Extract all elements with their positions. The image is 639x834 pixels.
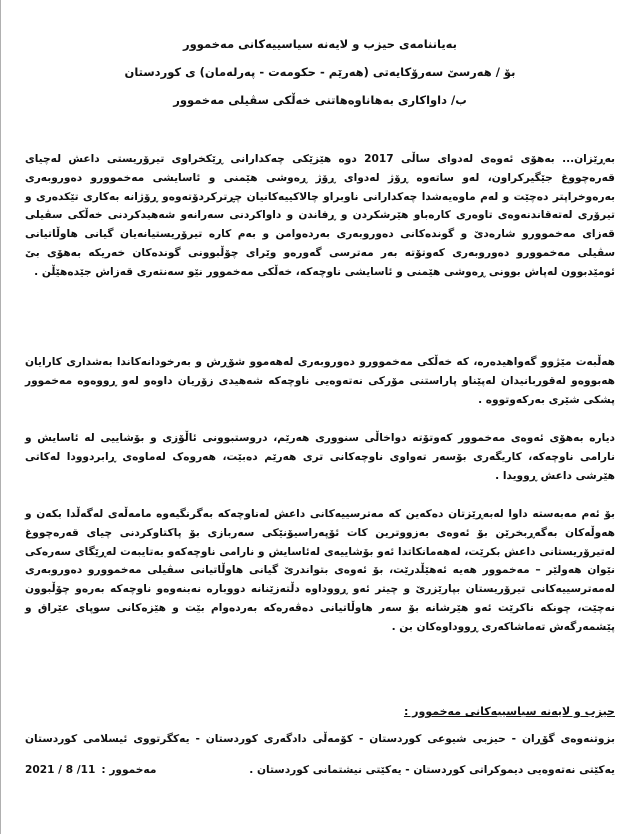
signatories-heading: حیزب و لایەنە سیاسییەکانی مەخموور :	[403, 705, 615, 718]
body-paragraph-1: بەڕێزان... بەهۆی ئەوەی لەدوای ساڵی 2017 دوە هێزێکی چەکدارانی ڕێکخراوی تیرۆریستی داعش لەچیای قەرەچووغ جێگیرکراون، لەو ساتەوە ڕۆژ لەدوای ڕۆژ ڕەوشی هێمنی و ئاسایشی مەخموورو دەوروبەری بەرەوخراپتر دەچێت و لەم ماوەیەشدا چەکدارانی ناوبراو چالاکییەکانیان چڕترکردۆتەوەو ڕۆژانە بەکاری تێکدەری و تیرۆری لەتەقاندنەوەی تاوەری کارەباو هێرشکردن و ڕفاندن و داواکردنی سەرانەو شەهیدکردنی خەڵکی سڤیلی قەزای مەخموورو شارەدێ و گوندەکانی دەوروبەری بەردەوامن و بەم کارە تیرۆریستیانەیان گیانی هاوڵاتیانی سڤیلی مەخموورو دەوروبەری کەوتۆتە بەر مەترسی گەورەو وێرای چۆڵبوونی گوندەکان خەریکە بەهۆی بێ ئومێدبوون لەپاش بوونی ڕەوشی هێمنی و ئاسایشی ناوچەکە، خەڵکی مەخموور نێو سەنتەری قەزاش جێدەهێڵن .	[25, 153, 615, 278]
subject-line: ب/ داواکاری بەهاناوەهاتنی خەڵکی سڤیلی مەخموور	[173, 93, 467, 107]
signatories-line-2: یەکێتی نەتەوەیی دیموکراتی کوردستان - یەکێتی نیشتمانی کوردستان .	[249, 764, 615, 776]
body-paragraph-2: هەڵبەت مێژوو گەواهیدەرە، کە خەڵکی مەخموورو دەوروبەری لەهەموو شۆڕش و بەرخودانەکاندا بەشداری کارایان هەبووەو لەقوربانیدان لەپێناو پاراستنی مۆرکی نەتەوەیی ناوچەکە شەهیدی زۆریان داوەو لەو ڕووەوە مەخموور پشکی شێری بەرکەوتووە .	[25, 356, 615, 406]
place-label: مەخموور :	[101, 764, 157, 776]
document-title: بەیاننامەی حیزب و لایەنە سیاسییەکانی مەخموور	[183, 37, 457, 51]
document-date: 2021 / 8 /11	[25, 764, 96, 776]
place-date	[25, 764, 156, 776]
signatories-line-2-row	[25, 764, 615, 776]
document-header	[25, 30, 615, 114]
body-paragraph-3: دیارە بەهۆی ئەوەی مەخموور کەوتۆتە دواخاڵی سنووری هەرێم، دروستبوونی ئاڵۆزی و بۆشاییی لە ئاسایش و نارامی ناوچەکە، کاریگەری بۆسەر تەواوی ناوچەکانی تری هەرێم دەبێت، هەروەک لەماوەی ڕابردوودا لەکاتی هێرشی داعش ڕوویدا .	[25, 432, 615, 482]
addressee-line: بۆ / هەرسێ سەرۆکایەتی (هەرێم - حکومەت - پەرلەمان) ی کوردستان	[124, 65, 516, 79]
body-paragraph-4: بۆ ئەم مەبەستە داوا لەبەڕێزتان دەکەین کە مەترسییەکانی داعش لەناوچەکە بەگرنگیەوە مامەڵەی لەگەڵدا بکەن و هەوڵەکان بەگەڕبخرێن بۆ ئەوەی بەزووترین کات ئۆپەراسیۆنێکی سەربازی بۆ پاکتاوکردنی چیای قەرەچووغ لەتیرۆریستانی داعش بکرێت، لەهەمانکاتدا ئەو بۆشاییەی لەئاسایش و نارامی ناوچەکەو بەتایبەت لەڕێگای سەرەکی نێوان هەولێر – مەخموور هەیە ئەهێڵدرێت، بۆ ئەوەی بتواندرێ گیانی هاوڵاتیانی سڤیلی مەخموورو دەوروبەری لەمەترسییەکانی تیرۆریستان بپارێزرێ و چیتر ئەو ڕووداوە دڵتەزێنانە دووبارە نەبنەوەو ناوچەکە بەرەو چۆڵبوون نەچێت، چونکە ناکرێت ئەو هێرشانە بۆ سەر هاوڵاتیانی دەڤەرەکە بەردەوام بێت و هێزەکانی سوپای عێراق و پێشمەرگەش تەماشاکەری ڕووداوەکان بن .	[25, 508, 615, 633]
signatories-line-1: بزوتنەوەی گۆڕان - حیزبی شیوعی کوردستان - کۆمەڵی دادگەری کوردستان - یەکگرتووی ئیسلامی کوردستان	[25, 733, 615, 745]
